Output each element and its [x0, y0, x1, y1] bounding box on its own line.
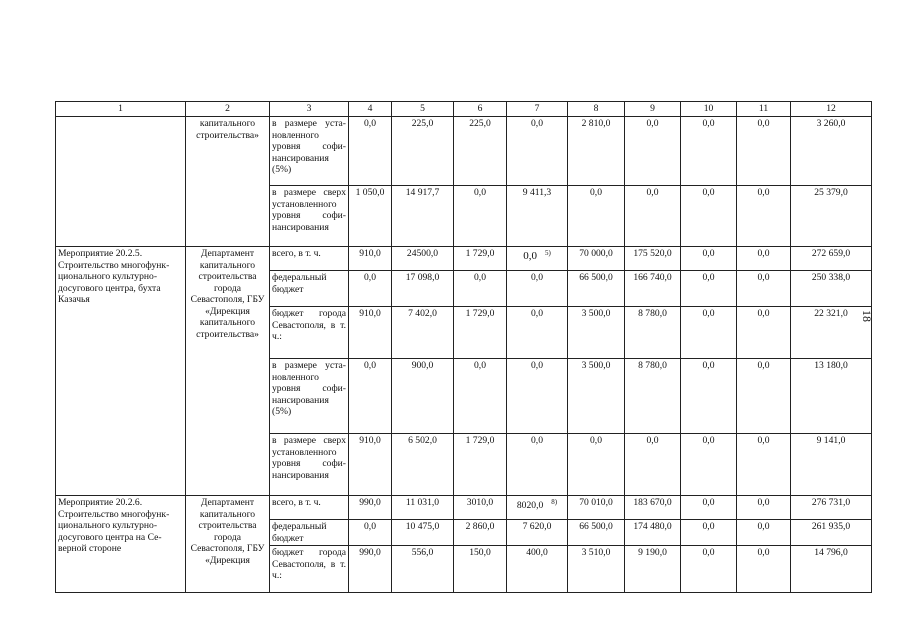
- value-cell: 0,0: [681, 520, 737, 546]
- column-header: 12: [791, 102, 872, 117]
- value-cell: 14 796,0: [791, 546, 872, 593]
- value-cell: 0,0: [737, 496, 791, 520]
- value-cell: 0,0: [625, 186, 681, 247]
- column-header: 4: [349, 102, 392, 117]
- value-cell: 13 180,0: [791, 359, 872, 434]
- value-cell: 9 141,0: [791, 434, 872, 496]
- value-cell: 0,0: [507, 271, 568, 307]
- value-cell: 22 321,0: [791, 307, 872, 359]
- value-cell: 166 740,0: [625, 271, 681, 307]
- funding-source-cell: бюджет города Севастополя, в т. ч.:: [270, 546, 349, 593]
- footnote-mark: 8): [551, 498, 558, 506]
- value-cell: 66 500,0: [568, 271, 625, 307]
- value-text: 0,0: [523, 250, 537, 263]
- funding-source-cell: в размере уста-новленного уровня софи-нансирования (5%): [270, 117, 349, 186]
- value-cell: 225,0: [454, 117, 507, 186]
- value-cell: 0,0: [349, 359, 392, 434]
- funding-source-cell: бюджет города Севастополя, в т. ч.:: [270, 307, 349, 359]
- value-cell: 0,0: [681, 271, 737, 307]
- value-cell: 0,0: [568, 186, 625, 247]
- value-cell: 400,0: [507, 546, 568, 593]
- value-cell: 990,0: [349, 496, 392, 520]
- value-cell: 1 729,0: [454, 307, 507, 359]
- value-text: 8020,0: [516, 500, 544, 512]
- value-cell: 25 379,0: [791, 186, 872, 247]
- column-header: 3: [270, 102, 349, 117]
- value-cell: 3 500,0: [568, 307, 625, 359]
- funding-source-cell: всего, в т. ч.: [270, 247, 349, 271]
- executor-cell: Департамент капитального строительства города Севастополя, ГБУ «Дирекция капитального строительства»: [186, 247, 270, 496]
- value-cell: 0,0: [625, 434, 681, 496]
- footnote-mark: 5): [544, 249, 551, 257]
- value-cell: 70 000,0: [568, 247, 625, 271]
- value-cell: 0,0: [681, 117, 737, 186]
- value-cell: 0,0: [681, 247, 737, 271]
- value-cell: 17 098,0: [392, 271, 454, 307]
- budget-table: [55, 101, 872, 593]
- value-cell-footnoted: [507, 247, 568, 271]
- value-cell: 0,0: [454, 186, 507, 247]
- value-cell: 11 031,0: [392, 496, 454, 520]
- value-cell: 272 659,0: [791, 247, 872, 271]
- value-cell: 261 935,0: [791, 520, 872, 546]
- value-cell: 150,0: [454, 546, 507, 593]
- value-cell: 0,0: [507, 117, 568, 186]
- funding-source-cell: всего, в т. ч.: [270, 496, 349, 520]
- value-cell: 0,0: [349, 520, 392, 546]
- value-cell: 0,0: [681, 359, 737, 434]
- value-cell: 0,0: [737, 247, 791, 271]
- value-cell: 3 500,0: [568, 359, 625, 434]
- value-cell: 0,0: [737, 307, 791, 359]
- value-cell: 0,0: [737, 546, 791, 593]
- value-cell: 3 510,0: [568, 546, 625, 593]
- column-header: 6: [454, 102, 507, 117]
- value-cell: 225,0: [392, 117, 454, 186]
- value-cell: 910,0: [349, 247, 392, 271]
- funding-source-cell: в размере уста-новленного уровня софи-нансирования (5%): [270, 359, 349, 434]
- value-cell: 910,0: [349, 434, 392, 496]
- column-header: 1: [56, 102, 186, 117]
- value-cell: 7 402,0: [392, 307, 454, 359]
- funding-source-cell: федеральный бюджет: [270, 271, 349, 307]
- value-cell: 66 500,0: [568, 520, 625, 546]
- column-header: 8: [568, 102, 625, 117]
- column-header: 10: [681, 102, 737, 117]
- column-header: 5: [392, 102, 454, 117]
- value-cell: 990,0: [349, 546, 392, 593]
- value-cell: 14 917,7: [392, 186, 454, 247]
- value-cell: 8 780,0: [625, 359, 681, 434]
- value-cell: 0,0: [681, 546, 737, 593]
- column-header: 11: [737, 102, 791, 117]
- value-cell: 0,0: [737, 359, 791, 434]
- value-cell: 9 190,0: [625, 546, 681, 593]
- value-cell: 0,0: [568, 434, 625, 496]
- value-cell: 70 010,0: [568, 496, 625, 520]
- value-cell: 183 670,0: [625, 496, 681, 520]
- value-cell: 3010,0: [454, 496, 507, 520]
- funding-source-cell: федеральный бюджет: [270, 520, 349, 546]
- value-cell: 910,0: [349, 307, 392, 359]
- value-cell: 0,0: [681, 186, 737, 247]
- value-cell: 0,0: [507, 359, 568, 434]
- funding-source-cell: в размере сверх установленного уровня софи-нансирования: [270, 434, 349, 496]
- value-cell: 0,0: [737, 520, 791, 546]
- value-cell: 0,0: [454, 271, 507, 307]
- value-cell: 6 502,0: [392, 434, 454, 496]
- value-cell: 7 620,0: [507, 520, 568, 546]
- value-cell: 174 480,0: [625, 520, 681, 546]
- value-cell: 1 729,0: [454, 247, 507, 271]
- column-header: 9: [625, 102, 681, 117]
- value-cell: 0,0: [454, 359, 507, 434]
- value-cell: 0,0: [349, 117, 392, 186]
- value-cell: 1 729,0: [454, 434, 507, 496]
- table-row: [56, 117, 872, 186]
- value-cell: 0,0: [737, 186, 791, 247]
- table-row: [56, 247, 872, 271]
- table-row: [56, 496, 872, 520]
- value-cell: 0,0: [681, 496, 737, 520]
- value-cell: 175 520,0: [625, 247, 681, 271]
- value-cell: 0,0: [507, 307, 568, 359]
- value-cell: 0,0: [737, 434, 791, 496]
- value-cell: 24500,0: [392, 247, 454, 271]
- event-name-cell: Мероприятие 20.2.6. Строительство многофунк-ционального культурно-досугового центра на Се-верной стороне: [56, 496, 186, 593]
- event-name-cell: [56, 117, 186, 247]
- funding-source-cell: в размере сверх установленного уровня софи-нансирования: [270, 186, 349, 247]
- value-cell: 0,0: [625, 117, 681, 186]
- page-number: 18: [860, 310, 874, 322]
- value-cell: 8 780,0: [625, 307, 681, 359]
- value-cell-footnoted: [507, 496, 568, 520]
- value-cell: 250 338,0: [791, 271, 872, 307]
- event-name-cell: Мероприятие 20.2.5. Строительство многофунк-ционального культурно-досугового центра, бухта Казачья: [56, 247, 186, 496]
- value-cell: 0,0: [681, 434, 737, 496]
- value-cell: 900,0: [392, 359, 454, 434]
- value-cell: 0,0: [737, 117, 791, 186]
- value-cell: 0,0: [737, 271, 791, 307]
- value-cell: 556,0: [392, 546, 454, 593]
- value-cell: 0,0: [681, 307, 737, 359]
- value-cell: 1 050,0: [349, 186, 392, 247]
- value-cell: 0,0: [349, 271, 392, 307]
- executor-cell: капитального строительства»: [186, 117, 270, 247]
- value-cell: 2 860,0: [454, 520, 507, 546]
- value-cell: 3 260,0: [791, 117, 872, 186]
- value-cell: 9 411,3: [507, 186, 568, 247]
- column-header: 2: [186, 102, 270, 117]
- header-row: [56, 102, 872, 117]
- value-cell: 10 475,0: [392, 520, 454, 546]
- value-cell: 276 731,0: [791, 496, 872, 520]
- value-cell: 0,0: [507, 434, 568, 496]
- value-cell: 2 810,0: [568, 117, 625, 186]
- column-header: 7: [507, 102, 568, 117]
- executor-cell: Департамент капитального строительства города Севастополя, ГБУ «Дирекция: [186, 496, 270, 593]
